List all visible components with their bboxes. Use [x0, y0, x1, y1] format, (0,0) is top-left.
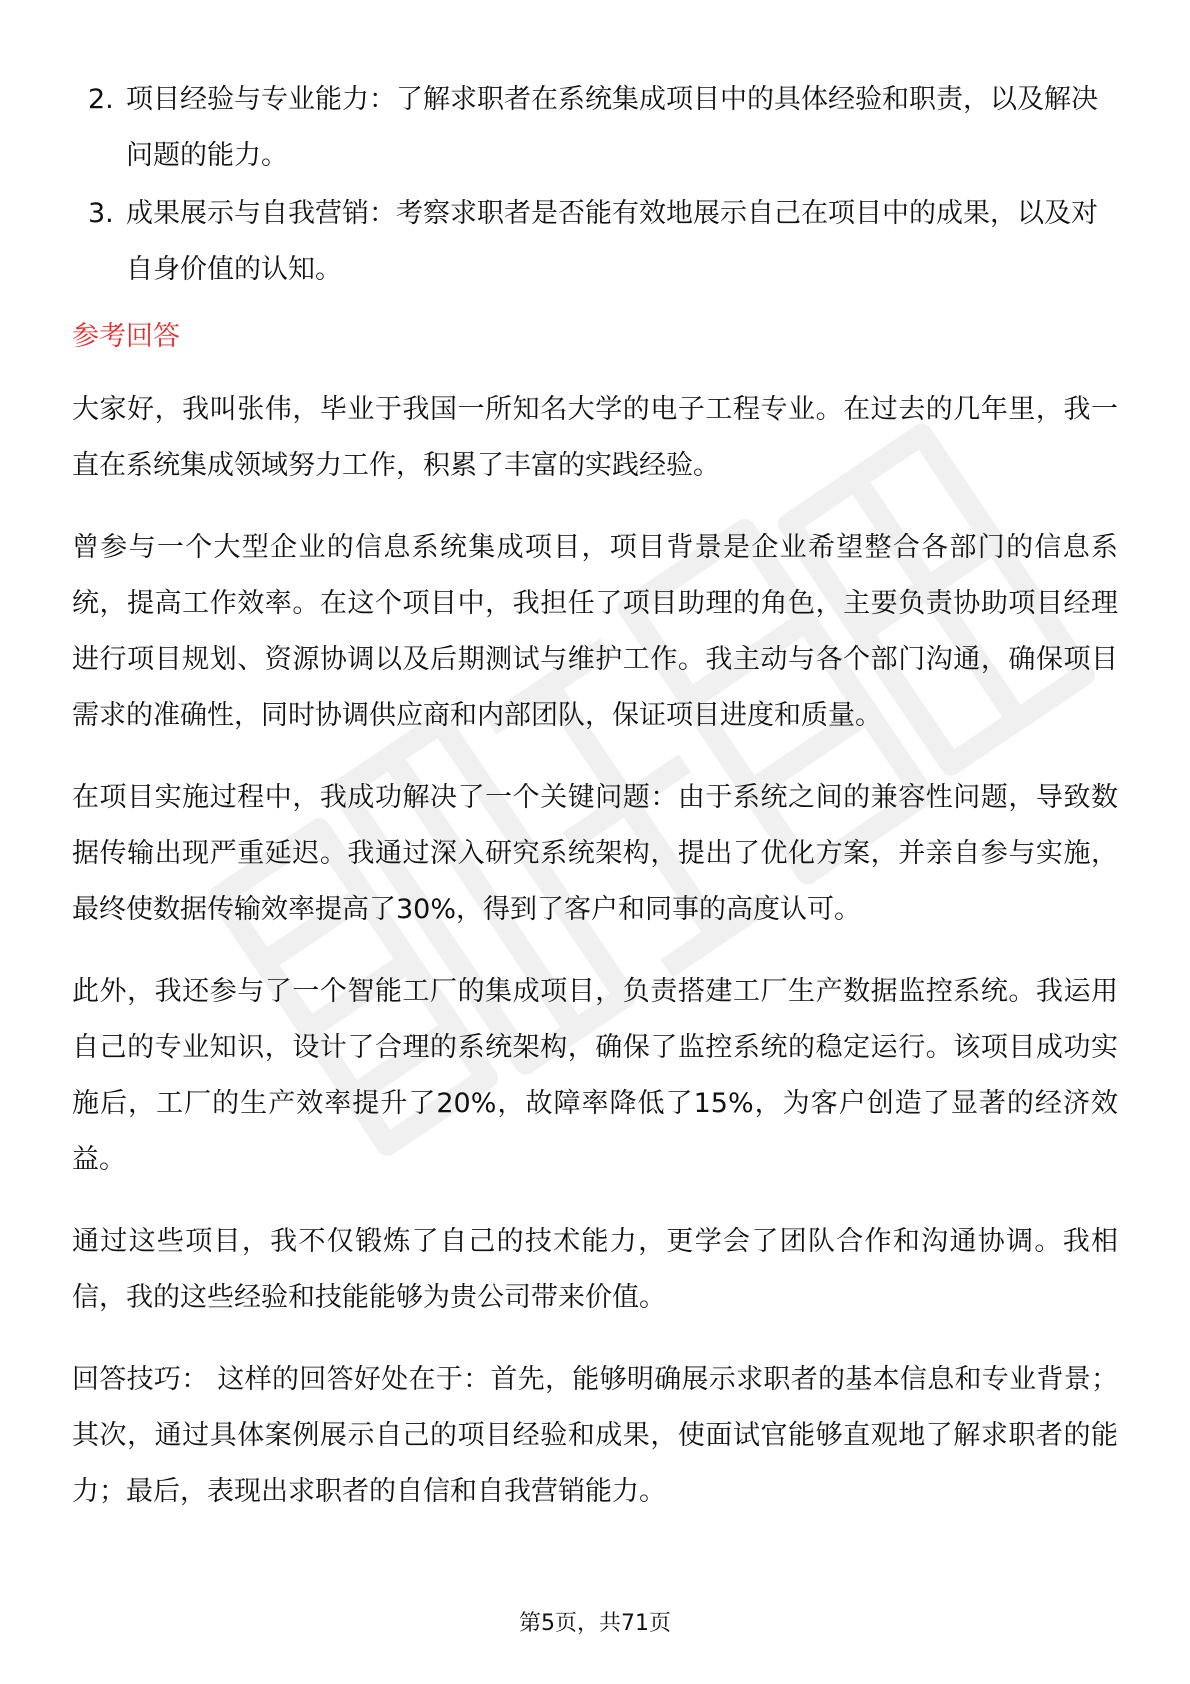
answer-paragraph: 此外，我还参与了一个智能工厂的集成项目，负责搭建工厂生产数据监控系统。我运用自己的专业知识，设计了合理的系统架构，确保了监控系统的稳定运行。该项目成功实施后，工厂的生产效率提升了20%，故障率降低了15%，为客户创造了显著的经济效益。: [72, 976, 1118, 1175]
answer-paragraph: 通过这些项目，我不仅锻炼了自己的技术能力，更学会了团队合作和沟通协调。我相信，我的这些经验和技能能够为贵公司带来价值。: [72, 1226, 1118, 1313]
numbered-list: [72, 72, 1118, 298]
answer-paragraph: 曾参与一个大型企业的信息系统集成项目，项目背景是企业希望整合各部门的信息系统，提高工作效率。在这个项目中，我担任了项目助理的角色，主要负责协助项目经理进行项目规划、资源协调以及后期测试与维护工作。我主动与各个部门沟通，确保项目需求的准确性，同时协调供应商和内部团队，保证项目进度和质量。: [72, 532, 1118, 731]
list-number: 3.: [88, 198, 114, 229]
list-number: 2.: [88, 84, 114, 115]
list-item-text: 项目经验与专业能力：了解求职者在系统集成项目中的具体经验和职责，以及解决问题的能力。: [126, 84, 1098, 171]
answer-tips: [72, 1352, 1118, 1520]
main-content: [72, 72, 1118, 1520]
page-number-label: 第5页，共71页: [519, 1611, 671, 1636]
list-item: [72, 186, 1118, 298]
list-item: [72, 72, 1118, 184]
tips-label: 回答技巧：: [72, 1364, 209, 1395]
answer-paragraph: 在项目实施过程中，我成功解决了一个关键问题：由于系统之间的兼容性问题，导致数据传输出现严重延迟。我通过深入研究系统架构，提出了优化方案，并亲自参与实施，最终使数据传输效率提高了30%，得到了客户和同事的高度认可。: [72, 782, 1118, 925]
list-item-text: 成果展示与自我营销：考察求职者是否能有效地展示自己在项目中的成果，以及对自身价值的认知。: [126, 198, 1098, 285]
section-title: 参考回答: [72, 321, 180, 352]
tips-text: 这样的回答好处在于：首先，能够明确展示求职者的基本信息和专业背景；其次，通过具体案例展示自己的项目经验和成果，使面试官能够直观地了解求职者的能力；最后，表现出求职者的自信和自我营销能力。: [72, 1364, 1119, 1507]
page-footer: [0, 1609, 1190, 1639]
answer-paragraph: 大家好，我叫张伟，毕业于我国一所知名大学的电子工程专业。在过去的几年里，我一直在系统集成领域努力工作，积累了丰富的实践经验。: [72, 394, 1118, 481]
